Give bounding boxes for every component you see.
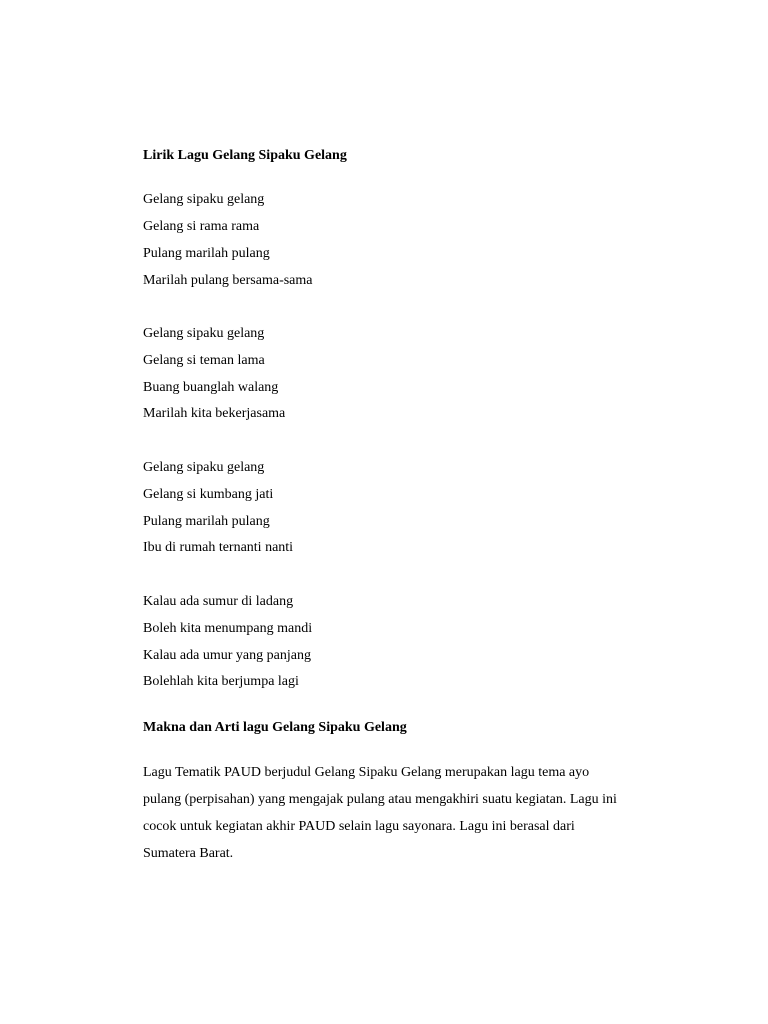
paragraph-line: cocok untuk kegiatan akhir PAUD selain lagu sayonara. Lagu ini berasal dari bbox=[143, 819, 575, 834]
paragraph-line: Sumatera Barat. bbox=[143, 846, 234, 861]
verse-line: Buang buanglah walang bbox=[143, 380, 279, 395]
verse-line: Gelang si teman lama bbox=[143, 353, 265, 368]
verse-line: Marilah kita bekerjasama bbox=[143, 406, 286, 421]
verse-line: Gelang si kumbang jati bbox=[143, 487, 274, 502]
verse-line: Boleh kita menumpang mandi bbox=[143, 621, 313, 636]
verse-line: Gelang sipaku gelang bbox=[143, 326, 265, 341]
paragraph-line: pulang (perpisahan) yang mengajak pulang atau mengakhiri suatu kegiatan. Lagu ini bbox=[143, 792, 617, 807]
verse-line: Gelang sipaku gelang bbox=[143, 460, 265, 475]
paragraph-line: Lagu Tematik PAUD berjudul Gelang Sipaku Gelang merupakan lagu tema ayo bbox=[143, 765, 590, 780]
verse-line: Marilah pulang bersama-sama bbox=[143, 273, 313, 288]
section-title: Makna dan Arti lagu Gelang Sipaku Gelang bbox=[143, 720, 407, 735]
verse-line: Bolehlah kita berjumpa lagi bbox=[143, 674, 299, 689]
verse-line: Kalau ada sumur di ladang bbox=[143, 594, 294, 609]
verse-line: Pulang marilah pulang bbox=[143, 514, 270, 529]
verse-line: Gelang si rama rama bbox=[143, 219, 260, 234]
verse-line: Pulang marilah pulang bbox=[143, 246, 270, 261]
verse-line: Gelang sipaku gelang bbox=[143, 192, 265, 207]
document-title: Lirik Lagu Gelang Sipaku Gelang bbox=[143, 148, 347, 163]
verse-line: Ibu di rumah ternanti nanti bbox=[143, 540, 294, 555]
verse-line: Kalau ada umur yang panjang bbox=[143, 648, 311, 663]
